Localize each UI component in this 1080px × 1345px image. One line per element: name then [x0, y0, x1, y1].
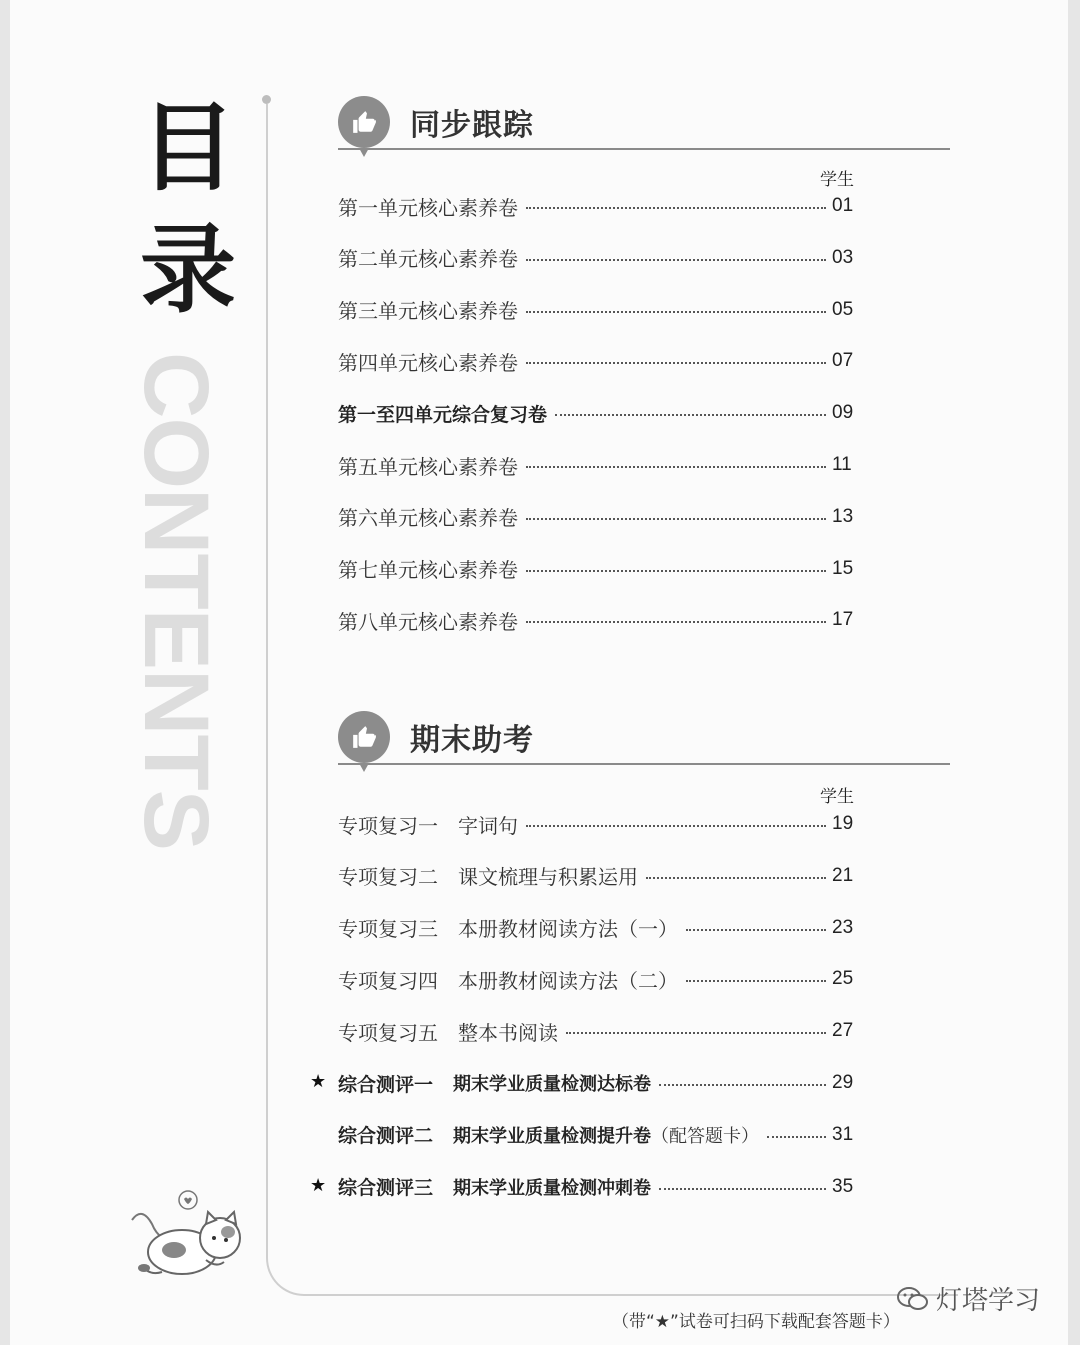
dot-leader — [526, 570, 826, 572]
toc-entry-title: 综合测评三 — [338, 1177, 434, 1200]
toc-entry-title: 第二单元核心素养卷 — [338, 247, 518, 272]
thumbs-up-icon — [338, 711, 390, 763]
contents-vertical — [125, 352, 227, 857]
page-number: 03 — [832, 246, 854, 268]
footer-note: （带“★”试卷可扫码下载配套答题卡） — [612, 1312, 900, 1332]
toc-entry-title: 专项复习三 — [338, 917, 438, 942]
dot-leader — [767, 1136, 826, 1138]
page-number: 05 — [832, 298, 854, 320]
toc-entry-subtitle: 期末学业质量检测冲刺卷 — [453, 1177, 652, 1199]
column-label: 学生 — [820, 170, 854, 190]
toc-entry-title: 第四单元核心素养卷 — [338, 350, 518, 375]
toc-entry[interactable] — [338, 1120, 858, 1150]
page-number: 25 — [832, 968, 854, 990]
page-number: 11 — [832, 454, 852, 475]
watermark — [896, 1280, 1040, 1317]
content-frame — [266, 104, 958, 1296]
dot-leader — [526, 466, 826, 468]
title-char-2: 录 — [140, 214, 236, 326]
section-title: 同步跟踪 — [410, 108, 534, 143]
dot-leader — [686, 929, 826, 931]
page-number: 09 — [832, 402, 854, 424]
toc-entry[interactable] — [338, 398, 858, 428]
page-number: 13 — [832, 505, 854, 527]
toc-entry-title: 第一至四单元综合复习卷 — [338, 403, 548, 426]
page-number: 21 — [832, 864, 854, 886]
dot-leader — [526, 311, 826, 313]
dot-leader — [566, 1032, 826, 1034]
section-header-final — [338, 711, 950, 765]
section-title: 期末助考 — [410, 723, 534, 758]
section-header-sync — [338, 96, 950, 150]
toc-entry-title: 第八单元核心素养卷 — [338, 609, 518, 634]
toc-entry[interactable] — [338, 450, 858, 480]
toc-entry-subtitle: 本册教材阅读方法（二） — [458, 968, 678, 993]
toc-entry-title: 第三单元核心素养卷 — [338, 299, 518, 324]
wechat-icon — [896, 1285, 930, 1313]
toc-entry[interactable] — [338, 243, 858, 273]
column-label: 学生 — [820, 787, 854, 807]
page-number: 27 — [832, 1020, 854, 1042]
dot-leader — [659, 1084, 826, 1086]
frame-dot — [262, 95, 271, 104]
watermark-text: 灯塔学习 — [936, 1286, 1041, 1316]
page-number: 23 — [832, 916, 854, 938]
toc-entry[interactable] — [338, 554, 858, 584]
page-number: 19 — [832, 813, 854, 834]
toc-entry-note: （配答题卡） — [651, 1125, 760, 1147]
cat-illustration — [122, 1180, 252, 1290]
toc-entry-subtitle: 课文梳理与积累运用 — [458, 865, 638, 890]
toc-entry[interactable] — [338, 964, 858, 994]
title-char-1: 目 — [140, 92, 236, 204]
toc-entry-title: 第一单元核心素养卷 — [338, 195, 518, 220]
dot-leader — [646, 877, 826, 879]
dot-leader — [526, 362, 826, 364]
toc-entry[interactable] — [338, 295, 858, 325]
toc-entry-title: 第六单元核心素养卷 — [338, 506, 518, 531]
dot-leader — [526, 207, 826, 209]
toc-entry-title: 专项复习一 — [338, 813, 438, 838]
toc-entry-title: 第七单元核心素养卷 — [338, 558, 518, 583]
toc-entry-title: 专项复习二 — [338, 865, 438, 890]
toc-entry[interactable] — [338, 605, 858, 635]
page-number: 31 — [832, 1123, 854, 1145]
toc-entry-title: 综合测评二 — [338, 1125, 434, 1148]
toc-entry-subtitle: 字词句 — [458, 813, 518, 838]
toc-entry-subtitle: 整本书阅读 — [458, 1020, 558, 1045]
toc-entry[interactable] — [338, 191, 858, 221]
toc-entry-title: 第五单元核心素养卷 — [338, 454, 518, 479]
page-number: 17 — [832, 609, 854, 631]
contents-word: CONTENTS — [125, 352, 227, 850]
dot-leader — [526, 518, 826, 520]
dot-leader — [526, 825, 826, 827]
page-number: 29 — [832, 1072, 854, 1093]
toc-entry[interactable] — [338, 502, 858, 532]
dot-leader — [555, 414, 826, 416]
toc-entry[interactable] — [338, 1016, 858, 1046]
toc-entry-subtitle: 期末学业质量检测达标卷 — [453, 1074, 652, 1095]
dot-leader — [526, 621, 826, 623]
toc-entry[interactable] — [338, 913, 858, 943]
dot-leader — [686, 980, 826, 982]
page-number: 07 — [832, 350, 854, 372]
thumbs-up-icon — [338, 96, 390, 148]
toc-entry-subtitle: 期末学业质量检测提升卷 — [453, 1125, 652, 1147]
toc-entry-title: 专项复习四 — [338, 968, 438, 993]
dot-leader — [659, 1188, 826, 1190]
page-number: 15 — [832, 557, 854, 579]
toc-entry[interactable] — [338, 1068, 858, 1098]
toc-entry-subtitle: 本册教材阅读方法（一） — [458, 917, 678, 942]
page-number: 01 — [832, 195, 854, 216]
toc-entry-title: 综合测评一 — [338, 1073, 434, 1096]
toc-entry[interactable] — [338, 1172, 858, 1202]
toc-entry-title: 专项复习五 — [338, 1020, 438, 1045]
toc-entry[interactable] — [338, 861, 858, 891]
toc-entry[interactable] — [338, 809, 858, 839]
page-number: 35 — [832, 1175, 854, 1197]
star-icon: ★ — [310, 1174, 327, 1196]
star-icon: ★ — [310, 1071, 327, 1092]
toc-entry[interactable] — [338, 346, 858, 376]
dot-leader — [526, 259, 826, 261]
